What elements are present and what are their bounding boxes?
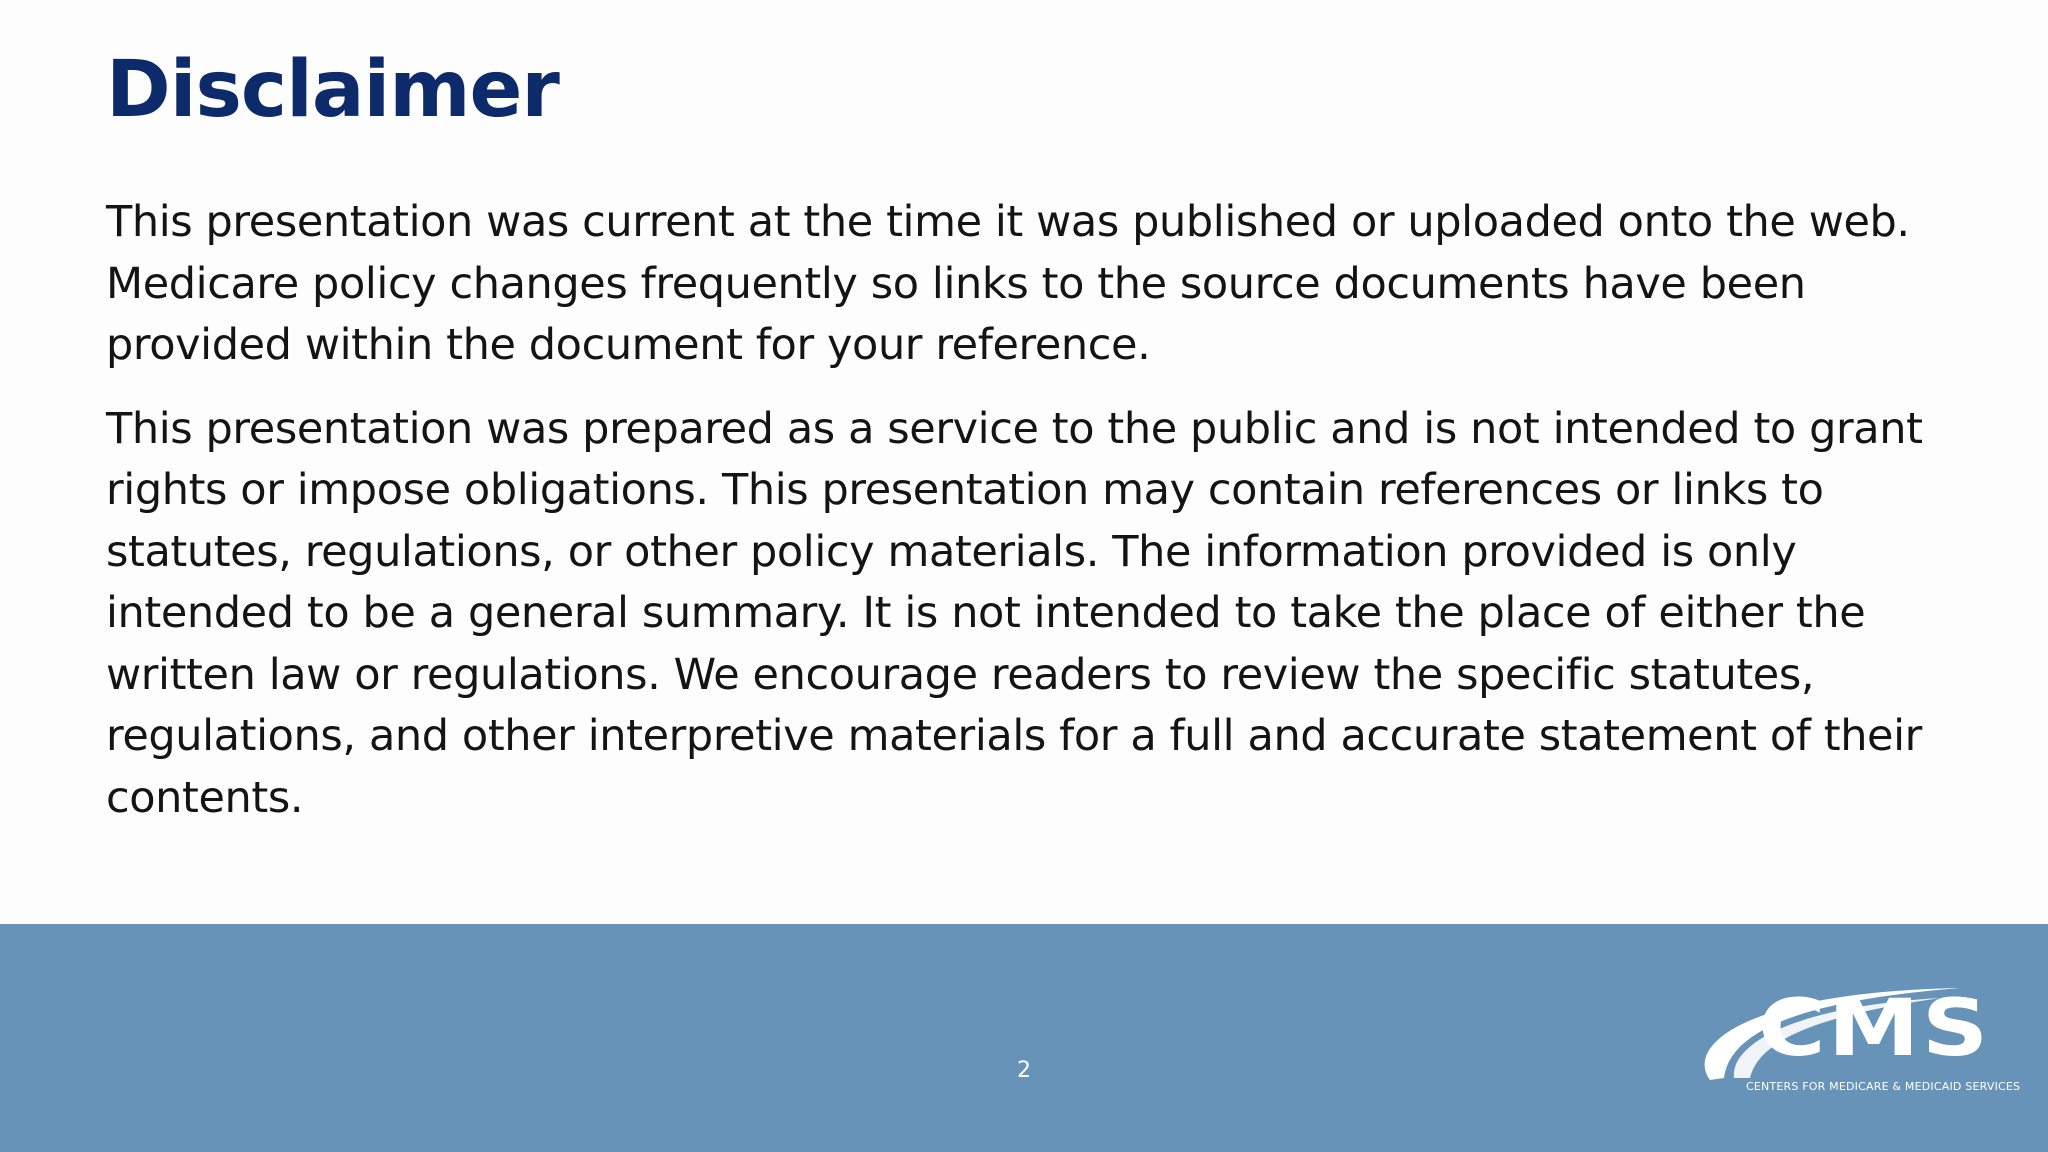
cms-wordmark: CMS (1758, 984, 1991, 1074)
disclaimer-paragraph-2: This presentation was prepared as a service to the public and is not intended to grant rights or impose obligations. This presentation may contain references or links to statutes, regulations, or other policy materials. The information provided is only intended to be a general summary. It is not intended to take the place of either the written law or regulations. We encourage readers to review the specific statutes, regulations, and other interpretive materials for a full and accurate statement of their contents. (106, 403, 1923, 823)
page-number: 2 (1017, 1058, 1031, 1083)
slide-body (106, 192, 1946, 851)
slide-title: Disclaimer (106, 45, 559, 135)
cms-logo (1690, 984, 2021, 1096)
cms-tagline: CENTERS FOR MEDICARE & MEDICAID SERVICES (1746, 1080, 2021, 1093)
disclaimer-paragraph-1: This presentation was current at the time it was published or uploaded onto the web. Medicare policy changes frequently so links to the source documents have been provided within the document for your reference. (106, 197, 1910, 370)
